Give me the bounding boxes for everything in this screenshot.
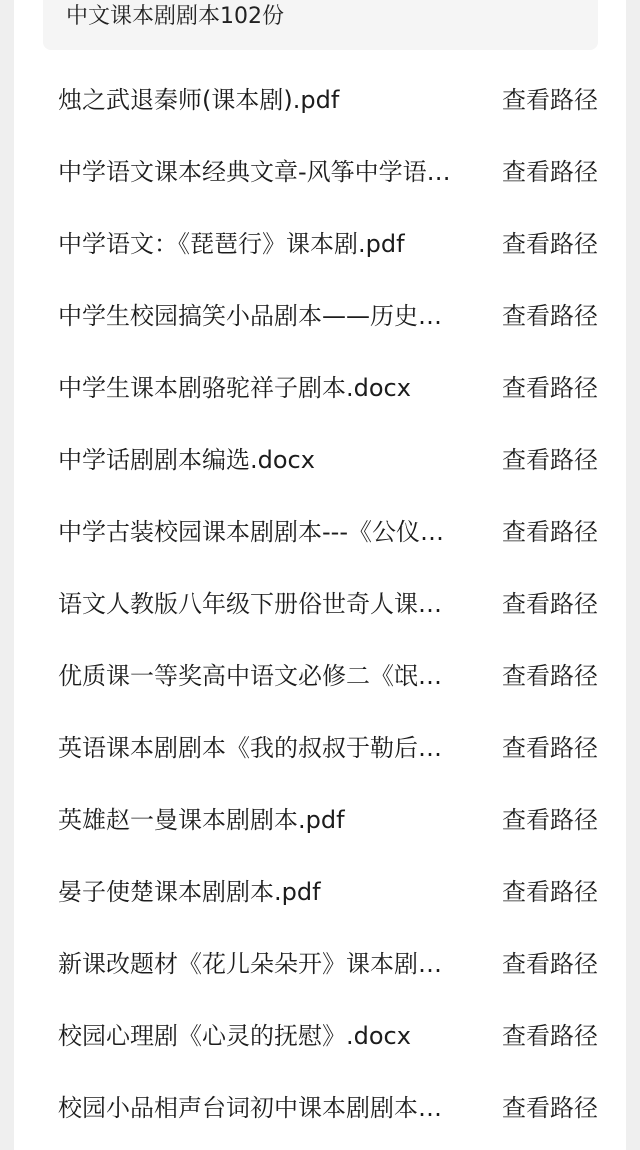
view-path-button[interactable]: 查看路径: [502, 158, 598, 186]
file-row[interactable]: [0, 496, 640, 568]
folder-title: 中文课本剧剧本102份: [43, 0, 598, 50]
file-row[interactable]: [0, 1000, 640, 1072]
file-row[interactable]: [0, 136, 640, 208]
view-path-button[interactable]: 查看路径: [502, 734, 598, 762]
view-path-button[interactable]: 查看路径: [502, 1022, 598, 1050]
file-name[interactable]: 校园心理剧《心灵的抚慰》.docx: [58, 1022, 411, 1050]
file-row[interactable]: [0, 280, 640, 352]
file-row[interactable]: [0, 208, 640, 280]
view-path-button[interactable]: 查看路径: [502, 374, 598, 402]
view-path-button[interactable]: 查看路径: [502, 1094, 598, 1122]
view-path-button[interactable]: 查看路径: [502, 662, 598, 690]
file-list: [0, 64, 640, 1144]
view-path-button[interactable]: 查看路径: [502, 230, 598, 258]
file-row[interactable]: [0, 784, 640, 856]
file-name[interactable]: 中学话剧剧本编选.docx: [58, 446, 315, 474]
view-path-button[interactable]: 查看路径: [502, 590, 598, 618]
view-path-button[interactable]: 查看路径: [502, 950, 598, 978]
file-name[interactable]: 新课改题材《花儿朵朵开》课本剧…: [58, 950, 442, 978]
file-row[interactable]: [0, 352, 640, 424]
view-path-button[interactable]: 查看路径: [502, 302, 598, 330]
file-row[interactable]: [0, 568, 640, 640]
file-row[interactable]: [0, 424, 640, 496]
file-row[interactable]: [0, 856, 640, 928]
file-name[interactable]: 英语课本剧剧本《我的叔叔于勒后…: [58, 734, 442, 762]
file-row[interactable]: [0, 1072, 640, 1144]
view-path-button[interactable]: 查看路径: [502, 86, 598, 114]
file-name[interactable]: 校园小品相声台词初中课本剧剧本…: [58, 1094, 442, 1122]
view-path-button[interactable]: 查看路径: [502, 806, 598, 834]
file-row[interactable]: [0, 712, 640, 784]
file-name[interactable]: 中学生课本剧骆驼祥子剧本.docx: [58, 374, 411, 402]
file-row[interactable]: [0, 64, 640, 136]
view-path-button[interactable]: 查看路径: [502, 446, 598, 474]
file-name[interactable]: 中学古装校园课本剧剧本---《公仪…: [58, 518, 444, 546]
file-row[interactable]: [0, 640, 640, 712]
file-name[interactable]: 语文人教版八年级下册俗世奇人课…: [58, 590, 442, 618]
file-name[interactable]: 英雄赵一曼课本剧剧本.pdf: [58, 806, 345, 834]
file-name[interactable]: 中学语文：《琵琶行》课本剧.pdf: [58, 230, 405, 258]
file-name[interactable]: 中学生校园搞笑小品剧本——历史…: [58, 302, 442, 330]
file-name[interactable]: 晏子使楚课本剧剧本.pdf: [58, 878, 321, 906]
file-name[interactable]: 中学语文课本经典文章-风筝中学语…: [58, 158, 451, 186]
view-path-button[interactable]: 查看路径: [502, 518, 598, 546]
file-row[interactable]: [0, 928, 640, 1000]
file-name[interactable]: 烛之武退秦师(课本剧).pdf: [58, 86, 340, 114]
file-name[interactable]: 优质课一等奖高中语文必修二《氓…: [58, 662, 442, 690]
view-path-button[interactable]: 查看路径: [502, 878, 598, 906]
